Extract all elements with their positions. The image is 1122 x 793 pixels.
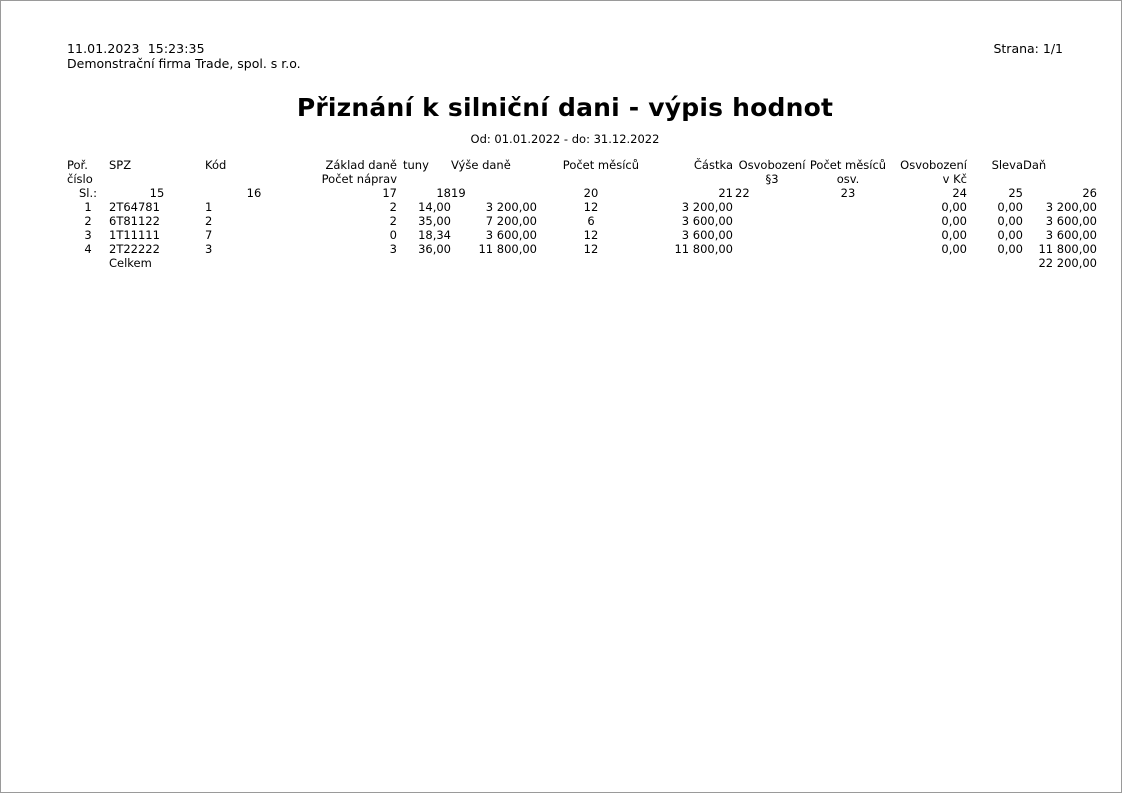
column-number-21: 21 — [718, 186, 733, 200]
cell-por: 1 — [84, 200, 92, 214]
column-number-26: 26 — [1082, 186, 1097, 200]
cell-kod: 3 — [205, 242, 213, 256]
cell-napravy: 2 — [389, 214, 397, 228]
cell-tuny: 35,00 — [418, 214, 451, 228]
cell-pocet-mesicu: 12 — [583, 200, 599, 214]
cell-tuny: 14,00 — [418, 200, 451, 214]
cell-osvobozeni-3 — [735, 228, 809, 242]
cell-vyse-dane: 3 600,00 — [485, 228, 537, 242]
col-header-por: Poř. číslo — [67, 158, 93, 186]
page-title: Přiznání k silniční dani - výpis hodnot — [296, 93, 834, 122]
document-body — [67, 41, 1097, 270]
cell-por: 4 — [84, 242, 92, 256]
cell-dan: 3 600,00 — [1045, 214, 1097, 228]
table-total-row — [67, 256, 1097, 270]
cell-osvobozeni-3 — [735, 200, 809, 214]
column-number-19: 19 — [451, 186, 466, 200]
cell-sleva: 0,00 — [997, 228, 1023, 242]
cell-pocet-mesicu-osv — [809, 200, 887, 214]
column-numbers-label: Sl.: — [78, 186, 98, 200]
col-header-zaklad-dane: Základ daně Počet náprav — [321, 158, 397, 186]
column-number-23: 23 — [840, 186, 856, 200]
cell-napravy: 3 — [389, 242, 397, 256]
cell-osvobozeni-kc: 0,00 — [941, 200, 967, 214]
document-header — [67, 41, 1063, 71]
total-dan: 22 200,00 — [1038, 256, 1097, 270]
column-number-18: 18 — [436, 186, 451, 200]
cell-osvobozeni-kc: 0,00 — [941, 214, 967, 228]
col-header-dan: Daň — [1023, 158, 1047, 172]
col-header-pocet-mesicu: Počet měsíců — [562, 158, 639, 172]
cell-pocet-mesicu: 12 — [583, 242, 599, 256]
cell-napravy: 2 — [389, 200, 397, 214]
cell-pocet-mesicu-osv — [809, 228, 887, 242]
cell-spz: 2T22222 — [109, 242, 160, 256]
cell-kod: 7 — [205, 228, 213, 242]
cell-spz: 6T81122 — [109, 214, 160, 228]
cell-castka: 3 200,00 — [681, 200, 733, 214]
header-left — [67, 41, 301, 71]
cell-por: 2 — [84, 214, 92, 228]
column-number-20: 20 — [583, 186, 599, 200]
column-numbers-row — [67, 186, 1097, 200]
cell-osvobozeni-kc: 0,00 — [941, 228, 967, 242]
cell-osvobozeni-3 — [735, 214, 809, 228]
col-header-osvobozeni-kc: Osvobození v Kč — [900, 158, 967, 186]
cell-spz: 1T11111 — [109, 228, 160, 242]
col-header-tuny: tuny — [403, 158, 429, 172]
cell-kod: 2 — [205, 214, 213, 228]
table-row — [67, 214, 1097, 228]
cell-castka: 3 600,00 — [681, 228, 733, 242]
cell-tuny: 36,00 — [418, 242, 451, 256]
cell-vyse-dane: 3 200,00 — [485, 200, 537, 214]
col-header-castka: Částka — [693, 158, 733, 172]
col-header-sleva: Sleva — [991, 158, 1023, 172]
col-header-kod: Kód — [205, 158, 227, 172]
col-header-pocet-mesicu-osv: Počet měsíců osv. — [809, 158, 887, 186]
company-name: Demonstrační firma Trade, spol. s r.o. — [67, 56, 301, 71]
cell-napravy: 0 — [389, 228, 397, 242]
cell-dan: 3 200,00 — [1045, 200, 1097, 214]
total-label: Celkem — [109, 256, 152, 270]
total-spacer — [67, 256, 109, 270]
cell-dan: 3 600,00 — [1045, 228, 1097, 242]
table-row — [67, 242, 1097, 256]
cell-osvobozeni-3 — [735, 242, 809, 256]
column-number-24: 24 — [952, 186, 967, 200]
cell-pocet-mesicu: 12 — [583, 228, 599, 242]
cell-vyse-dane: 11 800,00 — [478, 242, 537, 256]
cell-dan: 11 800,00 — [1038, 242, 1097, 256]
cell-kod: 1 — [205, 200, 213, 214]
cell-spz: 2T64781 — [109, 200, 160, 214]
page-number: Strana: 1/1 — [993, 41, 1063, 56]
cell-sleva: 0,00 — [997, 200, 1023, 214]
table-row — [67, 200, 1097, 214]
cell-pocet-mesicu-osv — [809, 214, 887, 228]
column-number-15: 15 — [149, 186, 165, 200]
cell-sleva: 0,00 — [997, 214, 1023, 228]
col-header-spz: SPZ — [109, 158, 132, 172]
column-number-16: 16 — [246, 186, 262, 200]
col-header-osvobozeni-3: Osvobození §3 — [738, 158, 806, 186]
cell-castka: 3 600,00 — [681, 214, 733, 228]
cell-osvobozeni-kc: 0,00 — [941, 242, 967, 256]
print-datetime: 11.01.2023 15:23:35 — [67, 41, 205, 56]
col-header-vyse-dane: Výše daně — [451, 158, 511, 172]
column-number-22: 22 — [735, 186, 750, 200]
column-number-17: 17 — [382, 186, 397, 200]
cell-por: 3 — [84, 228, 92, 242]
cell-vyse-dane: 7 200,00 — [485, 214, 537, 228]
cell-pocet-mesicu: 6 — [587, 214, 595, 228]
table-header-row — [67, 158, 1097, 186]
cell-tuny: 18,34 — [418, 228, 451, 242]
column-number-25: 25 — [1008, 186, 1023, 200]
cell-pocet-mesicu-osv — [809, 242, 887, 256]
period-subtitle: Od: 01.01.2022 - do: 31.12.2022 — [470, 132, 660, 146]
table-row — [67, 228, 1097, 242]
values-table — [67, 158, 1097, 270]
cell-castka: 11 800,00 — [674, 242, 733, 256]
cell-sleva: 0,00 — [997, 242, 1023, 256]
